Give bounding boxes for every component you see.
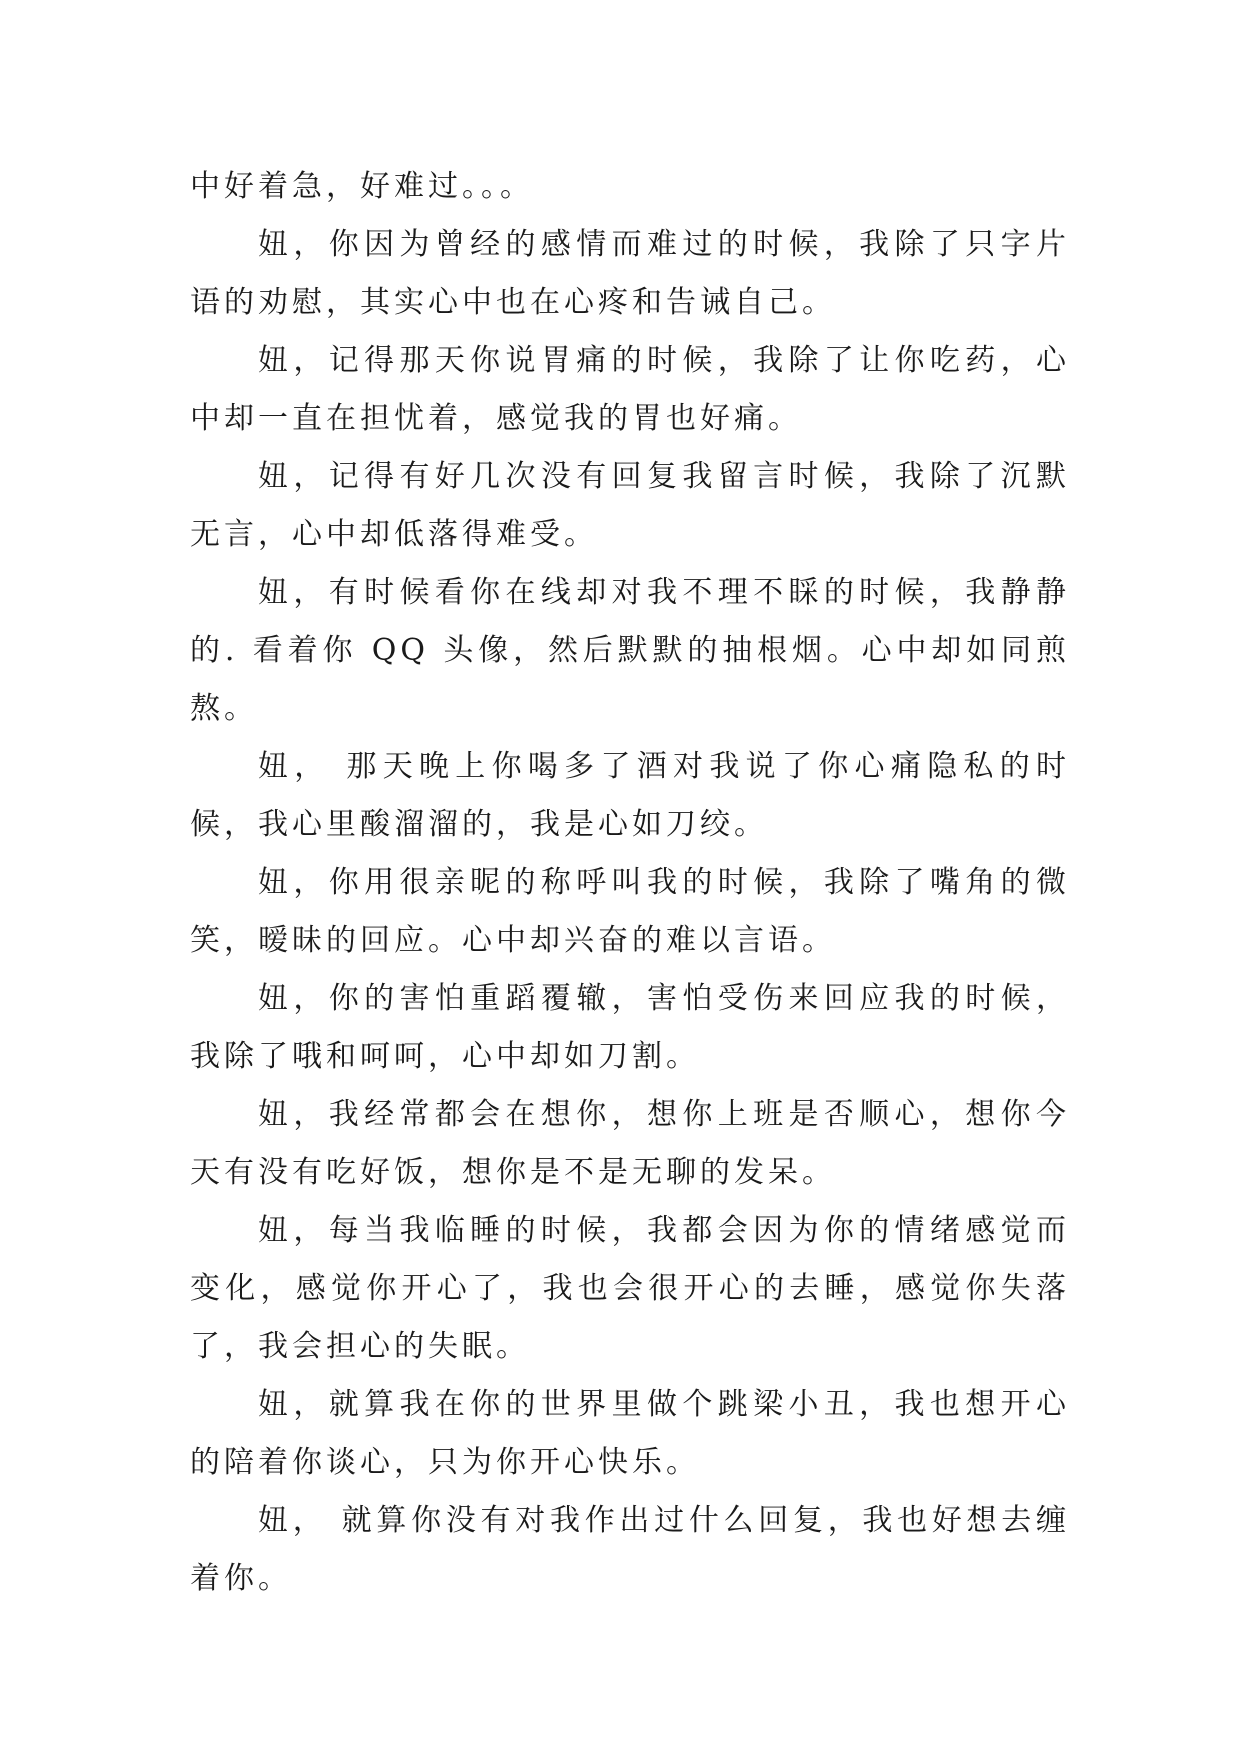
paragraph: 妞，就算我在你的世界里做个跳梁小丑，我也想开心的陪着你谈心，只为你开心快乐。: [190, 1387, 1070, 1480]
paragraph: 妞，我经常都会在想你，想你上班是否顺心，想你今天有没有吃好饭，想你是不是无聊的发呆。: [190, 1097, 1070, 1190]
paragraph: 妞，每当我临睡的时候，我都会因为你的情绪感觉而变化，感觉你开心了，我也会很开心的去睡，感觉你失落了，我会担心的失眠。: [190, 1213, 1070, 1364]
paragraph: 妞，记得有好几次没有回复我留言时候，我除了沉默无言，心中却低落得难受。: [190, 459, 1070, 552]
paragraph-continued: 中好着急，好难过。。。: [190, 169, 534, 204]
paragraph: 妞，记得那天你说胃痛的时候，我除了让你吃药，心中却一直在担忧着，感觉我的胃也好痛。: [190, 343, 1070, 436]
paragraph: 妞， 那天晚上你喝多了酒对我说了你心痛隐私的时候，我心里酸溜溜的，我是心如刀绞。: [190, 749, 1070, 842]
document-body: [190, 158, 1070, 1608]
paragraph: 妞，有时候看你在线却对我不理不睬的时候，我静静的. 看着你 QQ 头像，然后默默的抽根烟。心中却如同煎熬。: [190, 575, 1070, 726]
paragraph: 妞，你因为曾经的感情而难过的时候，我除了只字片语的劝慰，其实心中也在心疼和告诫自己。: [190, 227, 1070, 320]
paragraph: 妞， 就算你没有对我作出过什么回复，我也好想去缠着你。: [190, 1503, 1070, 1596]
paragraph: 妞，你用很亲昵的称呼叫我的时候，我除了嘴角的微笑，暧昧的回应。心中却兴奋的难以言语。: [190, 865, 1070, 958]
paragraph: 妞，你的害怕重蹈覆辙，害怕受伤来回应我的时候，我除了哦和呵呵，心中却如刀割。: [190, 981, 1070, 1074]
